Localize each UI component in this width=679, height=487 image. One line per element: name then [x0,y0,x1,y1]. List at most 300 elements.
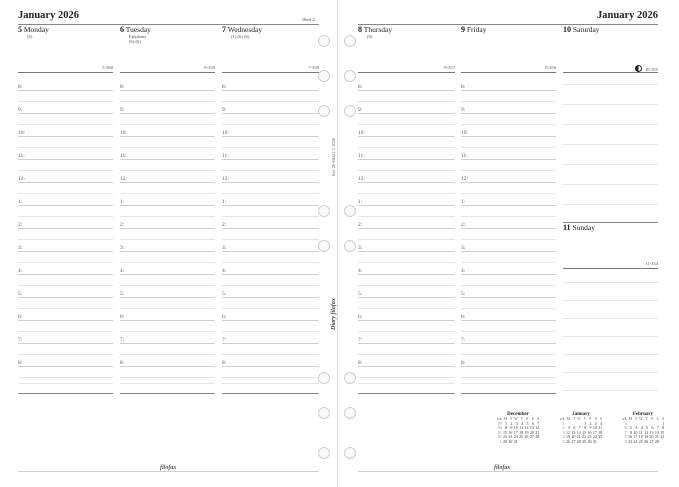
date-cell: 5 [568,425,570,431]
half-hour-line[interactable] [18,331,113,332]
half-hour-line[interactable] [222,170,319,171]
hour-line[interactable] [461,90,556,91]
weekday-label: wk [559,416,565,421]
half-hour-line[interactable] [222,124,319,125]
hour-line[interactable] [18,228,113,229]
half-hour-line[interactable] [461,285,556,286]
day-count-text: 5-360 [102,65,113,70]
writing-line[interactable] [563,318,658,319]
date-cell: 6 [651,425,654,431]
date-cell: 17 [592,429,597,435]
hour-line[interactable] [120,274,215,275]
hour-label: 5: [461,291,466,297]
writing-line[interactable] [563,84,658,85]
half-hour-line[interactable] [358,308,455,309]
hour-line[interactable] [222,205,319,206]
date-cell: 18 [598,429,603,435]
left-page [0,0,338,487]
day-underline [222,72,319,73]
mini-calendar-grid [621,417,665,445]
half-hour-line[interactable] [120,193,215,194]
hour-line[interactable] [120,90,215,91]
hour-label: 10: [120,130,127,136]
half-hour-line[interactable] [461,331,556,332]
hour-line[interactable] [358,228,455,229]
hour-label: 7: [461,337,466,343]
hour-label: 3: [358,245,363,251]
writing-line[interactable] [563,184,658,185]
day-underline [563,72,658,73]
punch-hole [318,240,330,252]
weekday-label: W [638,416,643,421]
half-hour-line[interactable] [222,239,319,240]
half-hour-line[interactable] [120,170,215,171]
date-cell: 22 [582,434,587,440]
hour-label: 8: [18,84,23,90]
writing-line[interactable] [222,383,319,384]
date-cell [660,440,665,445]
half-hour-line[interactable] [358,124,455,125]
hour-line[interactable] [461,297,556,298]
day-header [461,26,556,34]
hour-line[interactable] [222,251,319,252]
writing-line[interactable] [563,390,658,391]
hour-label: 2: [120,222,125,228]
half-hour-line[interactable] [120,331,215,332]
hour-line[interactable] [18,366,113,367]
hour-line[interactable] [461,366,556,367]
day-number: 8 [358,25,362,34]
hour-line[interactable] [120,343,215,344]
half-hour-line[interactable] [222,216,319,217]
hour-label: 1: [358,199,363,205]
day-bottom-rule [18,393,113,394]
day-header [563,26,658,34]
date-cell: 24 [513,434,518,440]
punch-hole [318,70,330,82]
date-cell: 28 [576,438,581,444]
day-count [444,65,455,70]
hour-label: 6: [18,314,23,320]
hour-label: 8: [222,360,227,366]
hour-line[interactable] [222,320,319,321]
day-note: (6) (6) [129,39,141,44]
day-column [358,26,455,411]
weekday-label: W [513,416,518,421]
brand-logo: filofax [160,465,177,471]
hour-line[interactable] [358,136,455,137]
hour-line[interactable] [358,366,455,367]
hour-label: 3: [18,245,23,251]
date-cell: 21 [576,434,581,440]
half-hour-line[interactable] [461,262,556,263]
hour-label: 7: [120,337,125,343]
week-number-cell: 1 [499,438,502,444]
half-hour-line[interactable] [120,262,215,263]
date-cell: 27 [571,438,576,444]
day-count: 11-354 [645,261,658,266]
half-hour-line[interactable] [358,193,455,194]
hour-line[interactable] [18,274,113,275]
hour-line[interactable] [120,320,215,321]
hour-line[interactable] [358,182,455,183]
half-hour-line[interactable] [461,193,556,194]
date-cell: 3 [515,420,518,426]
half-hour-line[interactable] [461,124,556,125]
half-hour-line[interactable] [120,239,215,240]
half-hour-line[interactable] [461,239,556,240]
writing-line[interactable] [563,164,658,165]
day-bottom-rule [358,393,455,394]
week-number-cell: 51 [497,429,502,435]
day-bottom-rule [461,393,556,394]
half-hour-line[interactable] [120,308,215,309]
hour-label: 12: [120,176,127,182]
hour-line[interactable] [461,182,556,183]
date-cell: 18 [638,434,643,440]
hour-line[interactable] [358,251,455,252]
hour-line[interactable] [120,366,215,367]
writing-line[interactable] [563,300,658,301]
date-cell: 14 [535,425,540,431]
writing-line[interactable] [563,336,658,337]
date-cell: 24 [633,438,638,444]
half-hour-line[interactable] [358,216,455,217]
half-hour-line[interactable] [461,147,556,148]
date-cell: 18 [519,429,524,435]
date-cell: 19 [524,429,529,435]
week-number-cell: 6 [624,425,627,431]
half-hour-line[interactable] [120,216,215,217]
punch-hole [318,205,330,217]
writing-line[interactable] [563,354,658,355]
hour-label: 2: [222,222,227,228]
hour-label: 3: [222,245,227,251]
date-cell: 22 [503,434,507,440]
hour-label: 10: [222,130,229,136]
hour-label: 1: [18,199,23,205]
hour-label: 12: [222,176,229,182]
writing-line[interactable] [120,383,215,384]
half-hour-line[interactable] [18,377,113,378]
day-column [120,26,215,411]
hour-line[interactable] [461,251,556,252]
hour-line[interactable] [222,343,319,344]
hour-line[interactable] [18,159,113,160]
weekday-label: M [566,416,570,421]
date-cell: 3 [635,425,638,431]
weekday-label: S [594,416,597,421]
hour-label: 6: [222,314,227,320]
week-number-cell: 9 [624,438,627,444]
date-cell: 26 [524,434,529,440]
half-hour-line[interactable] [18,193,113,194]
date-cell: 9 [630,429,632,435]
hour-line[interactable] [222,159,319,160]
half-hour-line[interactable] [461,101,556,102]
date-cell: 13 [571,429,576,435]
hour-label: 3: [120,245,125,251]
week-number-cell: 5 [624,420,627,426]
date-cell: 6 [573,425,576,431]
day-underline [461,72,556,73]
hour-line[interactable] [358,297,455,298]
date-cell: 8 [584,425,587,431]
hour-label: 8: [222,84,227,90]
date-cell: 25 [598,434,603,440]
day-underline [563,268,658,269]
half-hour-line[interactable] [120,124,215,125]
half-hour-line[interactable] [18,147,113,148]
hour-line[interactable] [18,297,113,298]
half-hour-line[interactable] [18,308,113,309]
hour-line[interactable] [461,343,556,344]
half-hour-line[interactable] [120,101,215,102]
date-cell: 3 [594,420,597,426]
weekday-label: wk [621,416,627,421]
hour-line[interactable] [120,159,215,160]
hour-line[interactable] [222,182,319,183]
half-hour-line[interactable] [222,354,319,355]
hour-line[interactable] [358,90,455,91]
day-header [18,26,113,34]
hour-line[interactable] [120,228,215,229]
writing-line[interactable] [461,383,556,384]
date-cell: 13 [529,425,534,431]
hour-line[interactable] [358,274,455,275]
half-hour-line[interactable] [18,239,113,240]
half-hour-line[interactable] [222,377,319,378]
half-hour-line[interactable] [358,262,455,263]
writing-line[interactable] [563,204,658,205]
weekday-label: F [589,416,592,421]
day-column [563,224,658,404]
half-hour-line[interactable] [222,308,319,309]
half-hour-line[interactable] [461,308,556,309]
writing-line[interactable] [563,282,658,283]
punch-hole [318,372,330,384]
writing-line[interactable] [563,372,658,373]
half-hour-line[interactable] [358,354,455,355]
half-hour-line[interactable] [120,147,215,148]
hour-line[interactable] [120,182,215,183]
day-count [308,65,319,70]
hour-label: 7: [18,337,23,343]
weekday-label: S [531,416,534,421]
hour-line[interactable] [461,274,556,275]
week-number-cell: 3 [562,429,565,435]
date-cell [535,440,540,445]
writing-line[interactable] [563,144,658,145]
hour-line[interactable] [222,228,319,229]
hour-line[interactable] [18,113,113,114]
hour-line[interactable] [461,228,556,229]
writing-line[interactable] [358,383,455,384]
day-name: Wednesday [227,25,263,34]
day-underline [358,72,455,73]
hour-line[interactable] [18,182,113,183]
hour-line[interactable] [18,136,113,137]
date-cell: 7 [656,425,659,431]
half-hour-line[interactable] [358,239,455,240]
day-name: Sunday [572,223,595,232]
hour-line[interactable] [461,159,556,160]
hour-label: 8: [461,360,466,366]
hour-line[interactable] [18,205,113,206]
date-cell: 2 [630,425,632,431]
date-cell: 16 [587,429,592,435]
hour-line[interactable] [358,343,455,344]
half-hour-line[interactable] [120,285,215,286]
date-cell: 8 [505,425,507,431]
half-hour-line[interactable] [222,331,319,332]
mini-calendar [488,412,548,445]
hour-label: 8: [358,84,363,90]
hour-line[interactable] [222,136,319,137]
half-hour-line[interactable] [222,147,319,148]
date-cell: 23 [587,434,592,440]
week-number-cell: 52 [497,434,502,440]
half-hour-line[interactable] [18,101,113,102]
hour-line[interactable] [358,320,455,321]
hour-label: 8: [120,360,125,366]
page-title: January 2026 [18,10,79,21]
half-hour-line[interactable] [461,377,556,378]
hour-line[interactable] [222,366,319,367]
half-hour-line[interactable] [120,354,215,355]
half-hour-line[interactable] [222,285,319,286]
brand-logo-right: filofax [494,465,511,471]
writing-line[interactable] [18,383,113,384]
day-number: 6 [120,25,124,34]
half-hour-line[interactable] [461,170,556,171]
hour-label: 8: [358,360,363,366]
day-note: (1) (6) (6) [231,34,250,39]
date-cell: 27 [529,434,534,440]
weekday-label: S [662,416,665,421]
half-hour-line[interactable] [18,216,113,217]
half-hour-line[interactable] [18,170,113,171]
hour-line[interactable] [120,136,215,137]
half-hour-line[interactable] [222,262,319,263]
hour-line[interactable] [222,274,319,275]
hour-line[interactable] [18,343,113,344]
hour-line[interactable] [358,113,455,114]
hour-label: 2: [358,222,363,228]
date-cell: 17 [633,434,638,440]
hour-line[interactable] [461,320,556,321]
half-hour-line[interactable] [358,331,455,332]
half-hour-line[interactable] [358,147,455,148]
half-hour-line[interactable] [18,285,113,286]
date-cell: 1 [584,420,587,426]
half-hour-line[interactable] [222,101,319,102]
day-name: Tuesday [125,25,151,34]
hour-line[interactable] [120,113,215,114]
punch-hole [344,35,356,47]
date-cell: 11 [598,425,603,431]
hour-line[interactable] [358,159,455,160]
hour-label: 8: [120,84,125,90]
day-header [358,26,455,34]
hour-label: 4: [461,268,466,274]
half-hour-line[interactable] [461,354,556,355]
hour-label: 1: [461,199,466,205]
week-number-cell: 4 [562,434,565,440]
date-cell: 8 [662,425,665,431]
half-hour-line[interactable] [222,193,319,194]
hour-line[interactable] [18,251,113,252]
weekday-label: T [520,416,524,421]
date-cell: 16 [628,434,632,440]
date-cell: 20 [571,434,576,440]
date-cell: 20 [649,434,654,440]
punch-hole [344,205,356,217]
half-hour-line[interactable] [18,354,113,355]
hour-label: 9: [358,107,363,113]
date-cell: 28 [654,438,659,444]
vertical-brand: Diary filofax [331,298,337,330]
hour-label: 9: [222,107,227,113]
weekday-label: S [600,416,603,421]
hour-line[interactable] [222,113,319,114]
hour-label: 5: [120,291,125,297]
hour-line[interactable] [461,113,556,114]
half-hour-line[interactable] [18,124,113,125]
writing-line[interactable] [563,104,658,105]
hour-label: 6: [120,314,125,320]
hour-line[interactable] [120,297,215,298]
date-cell: 4 [521,420,524,426]
half-hour-line[interactable] [358,285,455,286]
date-cell: 14 [654,429,659,435]
hour-line[interactable] [461,205,556,206]
hour-label: 5: [222,291,227,297]
hour-label: 11: [358,153,365,159]
weekday-label: F [651,416,654,421]
hour-line[interactable] [18,90,113,91]
weekday-label: W [576,416,581,421]
date-cell: 15 [503,429,507,435]
day-column [222,26,319,411]
hour-line[interactable] [461,136,556,137]
date-cell: 5 [646,425,649,431]
hour-line[interactable] [120,205,215,206]
date-cell: 27 [649,438,654,444]
half-hour-line[interactable] [18,262,113,263]
day-column [18,26,113,411]
half-hour-line[interactable] [358,377,455,378]
date-cell: 23 [508,434,513,440]
half-hour-line[interactable] [461,216,556,217]
weekday-label: S [656,416,659,421]
week-number-cell: 7 [624,429,627,435]
hour-line[interactable] [18,320,113,321]
day-note: Epiphany [129,34,147,39]
date-cell: 19 [566,434,570,440]
right-page [338,0,679,487]
weekday-label: F [526,416,529,421]
half-hour-line[interactable] [120,377,215,378]
half-hour-line[interactable] [358,170,455,171]
writing-line[interactable] [563,124,658,125]
half-hour-line[interactable] [358,101,455,102]
hour-line[interactable] [222,297,319,298]
hour-line[interactable] [358,205,455,206]
day-number: 5 [18,25,22,34]
hour-line[interactable] [120,251,215,252]
hour-line[interactable] [222,90,319,91]
